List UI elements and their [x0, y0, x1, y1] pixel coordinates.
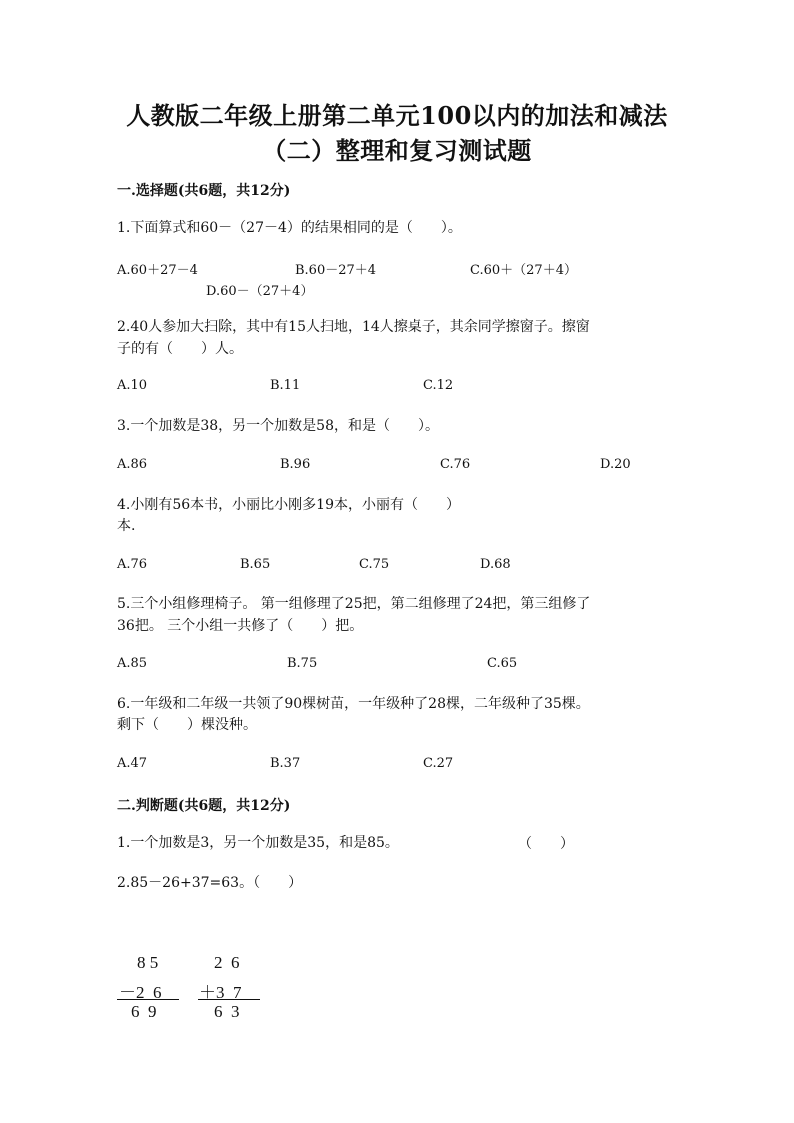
option-5a: A.85 — [117, 656, 148, 671]
calc-sub-line — [117, 999, 179, 1000]
calc-sub-result: 6 9 — [131, 1002, 157, 1021]
question-2-line2: 子的有（ ）人。 — [117, 341, 243, 357]
option-3c: C.76 — [440, 457, 471, 472]
option-6c: C.27 — [423, 756, 454, 771]
question-6-line2: 剩下（ ）棵没种。 — [117, 717, 257, 733]
judge-question-2: 2.85－26+37=63。（ ） — [117, 875, 303, 891]
question-4-line2: 本. — [117, 518, 136, 534]
question-5-line2: 36把。 三个小组一共修了（ ）把。 — [117, 618, 364, 634]
page-title: 人教版二年级上册第二单元100以内的加法和减法 — [126, 101, 668, 130]
calc-add-result: 6 3 — [214, 1002, 240, 1021]
calc-sub-top: 8 5 — [137, 953, 159, 972]
option-5b: B.75 — [287, 656, 318, 671]
question-2-line1: 2.40人参加大扫除，其中有15人扫地，14人擦桌子，其余同学擦窗子。擦窗 — [117, 319, 590, 335]
option-1a: A.60＋27－4 — [117, 263, 198, 278]
question-1: 1.下面算式和60－（27－4）的结果相同的是（ ）。 — [117, 220, 462, 236]
option-5c: C.65 — [487, 656, 518, 671]
calc-add-top: 2 6 — [214, 953, 240, 972]
option-2b: B.11 — [270, 378, 301, 393]
judge-answer-blank-1: （ ） — [518, 836, 574, 852]
question-3: 3.一个加数是38，另一个加数是58，和是（ ）。 — [117, 418, 439, 434]
option-3a: A.86 — [117, 457, 148, 472]
calc-add-operand: ＋3 7 — [199, 983, 242, 1002]
section-heading-choice: 一.选择题(共6题，共12分) — [117, 183, 291, 199]
option-3d: D.20 — [600, 457, 631, 472]
option-2a: A.10 — [117, 378, 148, 393]
option-6b: B.37 — [270, 756, 301, 771]
judge-question-1: 1.一个加数是3，另一个加数是35，和是85。 — [117, 835, 399, 851]
option-4c: C.75 — [359, 557, 390, 572]
option-4d: D.68 — [480, 557, 511, 572]
option-4b: B.65 — [240, 557, 271, 572]
question-5-line1: 5.三个小组修理椅子。 第一组修理了25把，第二组修理了24把，第三组修了 — [117, 596, 591, 612]
section-heading-judge: 二.判断题(共6题，共12分) — [117, 798, 291, 814]
option-1d: D.60－（27＋4） — [206, 284, 314, 299]
option-1b: B.60－27＋4 — [295, 263, 377, 278]
page-subtitle: （二）整理和复习测试题 — [262, 136, 532, 165]
option-2c: C.12 — [423, 378, 454, 393]
option-3b: B.96 — [280, 457, 311, 472]
calc-add-line — [198, 999, 260, 1000]
calc-sub-operand: －2 6 — [119, 983, 162, 1002]
option-6a: A.47 — [117, 756, 148, 771]
question-4-line1: 4.小刚有56本书，小丽比小刚多19本，小丽有（ ） — [117, 497, 460, 513]
option-1c: C.60＋（27＋4） — [470, 263, 577, 278]
option-4a: A.76 — [117, 557, 148, 572]
question-6-line1: 6.一年级和二年级一共领了90棵树苗，一年级种了28棵，二年级种了35棵。 — [117, 696, 590, 712]
